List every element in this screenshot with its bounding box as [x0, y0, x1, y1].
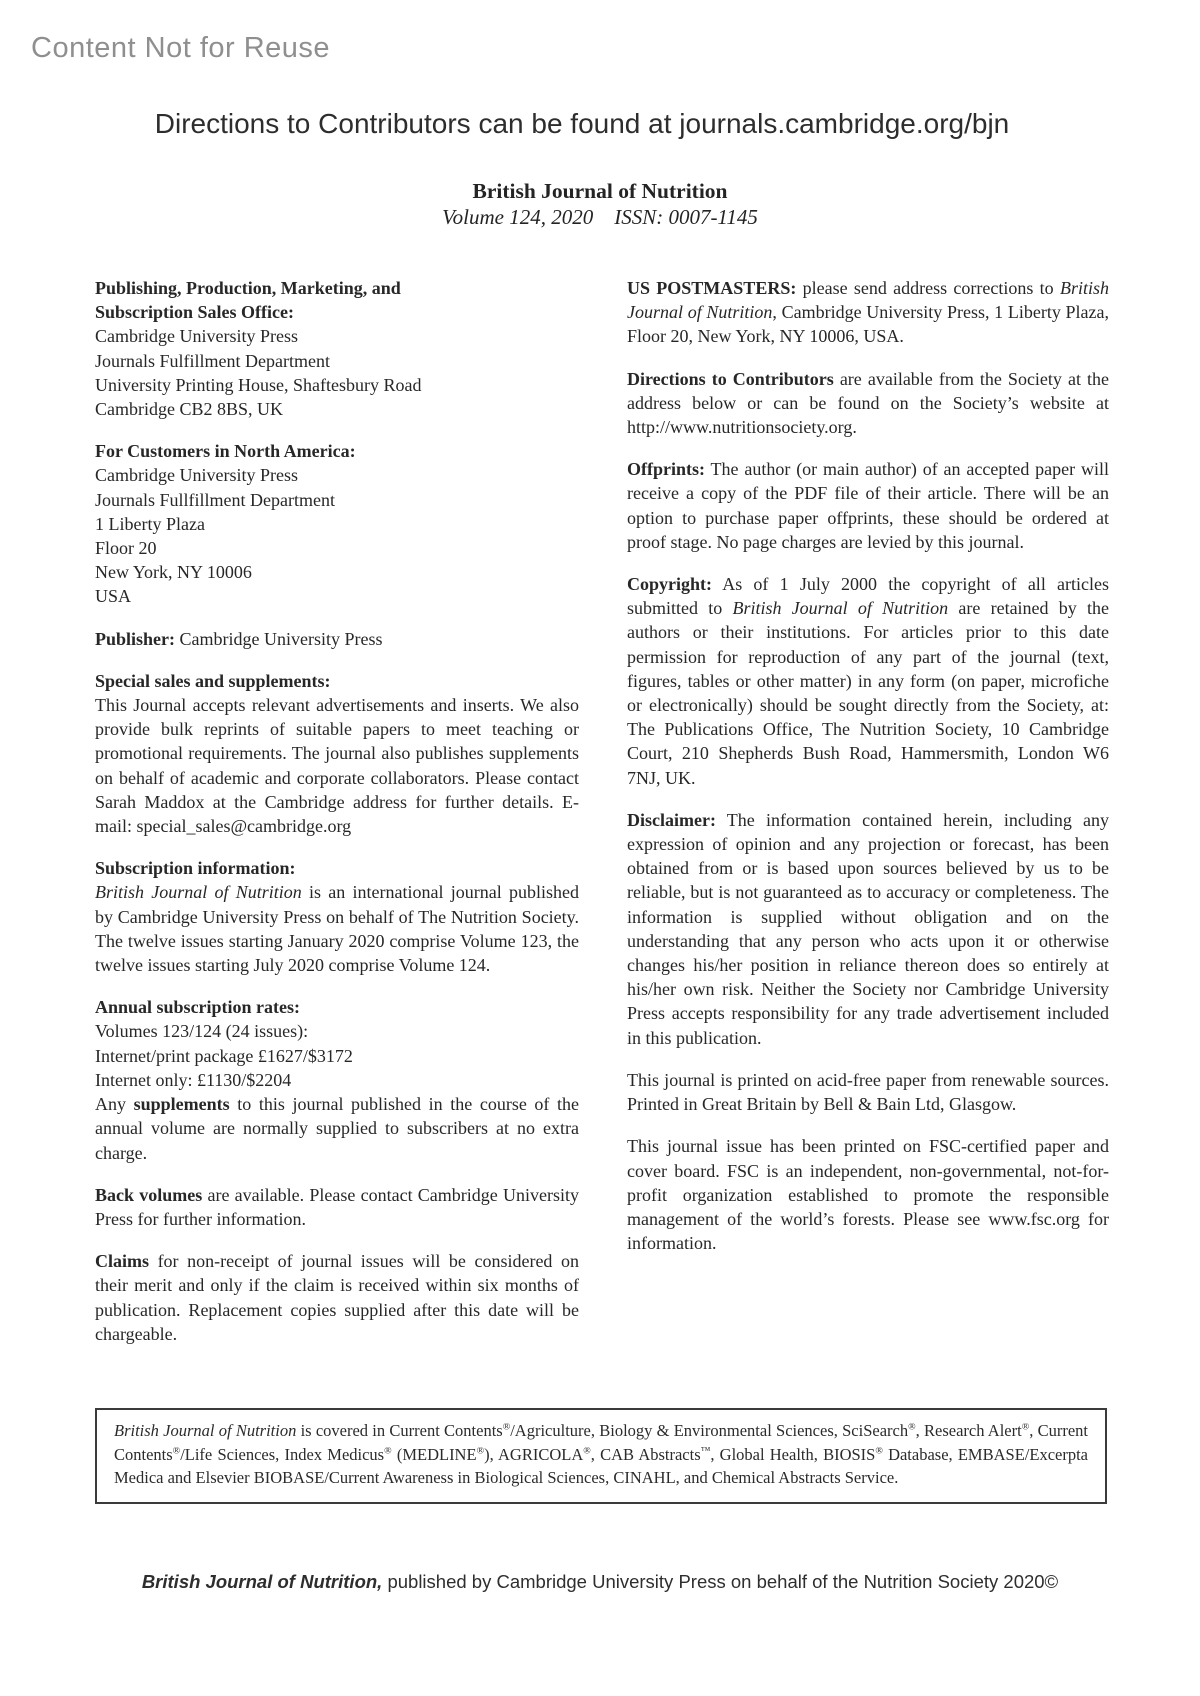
text-run: published by Cambridge University Press on behalf of the Nutrition Society 2020© — [382, 1571, 1059, 1592]
text-block — [627, 457, 1109, 554]
left-column — [95, 276, 579, 1346]
paragraph — [95, 880, 579, 977]
text-run: is covered in Current Contents — [296, 1421, 503, 1440]
text-run: Cambridge University Press — [175, 628, 383, 649]
paragraph — [627, 276, 1109, 349]
text-run: supplements — [133, 1094, 230, 1115]
text-run: are retained by the authors or their institutions. For articles prior to this date permission for reproduction of any part of the journal (text, figures, tables or other matter) in any form (on paper, microfiche or electronically) should be sought directly from the Society, at: The Publications Office, The Nutrition Society, 10 Cambridge Court, 210 Shepherds Bush Road, Hammersmith, London W6 7NJ, UK. — [627, 598, 1109, 788]
trademark-symbol: ® — [875, 1445, 883, 1457]
text-run: please send address corrections to — [796, 278, 1060, 298]
journal-title: British Journal of Nutrition — [472, 179, 728, 203]
trademark-symbol: ™ — [700, 1445, 711, 1457]
text-run: Offprints: — [627, 459, 705, 480]
address-line: USA — [95, 586, 132, 607]
trademark-symbol: ® — [502, 1421, 511, 1433]
text-block — [95, 1249, 579, 1346]
paragraph — [627, 457, 1109, 554]
trademark-symbol: ® — [1021, 1421, 1030, 1433]
text-run: British Journal of Nutrition — [114, 1421, 297, 1440]
text-run: , Cambridge University Press, 1 Liberty Plaza, Floor 20, New York, NY 10006, USA. — [627, 302, 1110, 347]
trademark-symbol: ® — [172, 1445, 181, 1457]
block-heading: Annual subscription rates: — [95, 997, 301, 1018]
text-run: are available. Please contact Cambridge University Press for further information. — [95, 1184, 580, 1229]
text-run: Copyright: — [627, 574, 712, 595]
text-block — [95, 627, 579, 651]
text-run: is an international journal published by Cambridge University Press on behalf of The Nutrition Society. The twelve issues starting January 2020 comprise Volume 123, the twelve issues starting July 2020 comprise Volume 124. — [95, 882, 579, 976]
text-run: This Journal accepts relevant advertisements and inserts. We also provide bulk reprints of suitable papers to meet teaching or promotional requirements. The journal also publishes supplements on behalf of academic and corporate collaborators. Please contact Sarah Maddox at the Cambridge address for further details. E-mail: special_sales@cambridge.org — [95, 695, 579, 837]
address-line: Volumes 123/124 (24 issues): — [95, 1021, 309, 1042]
indexing-coverage-box — [95, 1408, 1107, 1504]
text-run: Back volumes — [95, 1184, 203, 1205]
volume-issn-line: Volume 124, 2020 ISSN: 0007-1145 — [442, 205, 758, 229]
text-run: /Agriculture, Biology & Environmental Sciences, SciSearch — [510, 1421, 909, 1440]
text-run: British Journal of Nutrition — [627, 278, 1109, 323]
address-line: Cambridge University Press — [95, 465, 298, 486]
paragraph — [627, 808, 1109, 1050]
paragraph — [95, 1249, 579, 1346]
text-run: , CAB Abstracts — [590, 1444, 701, 1464]
text-block — [95, 1183, 579, 1231]
text-run: Disclaimer: — [627, 809, 716, 830]
address-line: New York, NY 10006 — [95, 562, 252, 583]
right-column — [627, 276, 1109, 1255]
text-run: As of 1 July 2000 the copyright of all articles submitted to — [627, 574, 1109, 619]
paragraph — [95, 1092, 579, 1165]
masthead — [0, 179, 1200, 230]
text-run: Directions to Contributors — [627, 368, 834, 389]
footer-imprint-line — [0, 1571, 1200, 1593]
address-line: Journals Fullfillment Department — [95, 489, 335, 510]
address-line: Cambridge CB2 8BS, UK — [95, 399, 284, 420]
address-line: Floor 20 — [95, 538, 157, 559]
address-line: Internet/print package £1627/$3172 — [95, 1045, 353, 1066]
watermark-text: Content Not for Reuse — [31, 32, 331, 64]
paragraph — [95, 693, 579, 838]
text-run: Publisher: — [95, 628, 176, 649]
text-block — [627, 572, 1109, 790]
text-run: Claims — [95, 1251, 149, 1272]
text-run: Database, EMBASE/Excerpta Medica and Elsevier BIOBASE/Current Awareness in Biological Sciences, CINAHL, and Chemical Abstracts Service. — [114, 1444, 1088, 1488]
block-heading: Subscription information: — [95, 858, 296, 879]
text-block — [627, 276, 1109, 349]
trademark-symbol: ® — [583, 1445, 591, 1457]
text-block — [627, 1134, 1109, 1255]
paragraph — [627, 1134, 1109, 1255]
trademark-symbol: ® — [384, 1445, 392, 1457]
text-run: This journal is printed on acid-free paper from renewable sources. Printed in Great Britain by Bell & Bain Ltd, Glasgow. — [627, 1069, 1109, 1115]
block-heading: Subscription Sales Office: — [95, 302, 295, 323]
text-block — [95, 995, 579, 1164]
text-run: /Life Sciences, Index Medicus — [180, 1444, 385, 1464]
text-run: British Journal of Nutrition, — [141, 1571, 383, 1592]
text-run: The information contained herein, including any expression of opinion and any projection or forecast, has been obtained from or is based upon sources believed by us to be reliable, but is not guaranteed as to accuracy or completeness. The information is supplied without obligation and on the understanding that any person who acts upon it or otherwise changes his/her position in reliance thereon does so entirely at his/her own risk. Neither the Society nor Cambridge University Press accepts responsibility for any trade advertisement included in this publication. — [627, 809, 1109, 1048]
address-line: University Printing House, Shaftesbury Road — [95, 374, 422, 395]
address-line: 1 Liberty Plaza — [95, 513, 205, 534]
text-run: British Journal of Nutrition — [95, 882, 302, 903]
trademark-symbol: ® — [476, 1445, 485, 1457]
text-run: for non-receipt of journal issues will be considered on their merit and only if the claim is received within six months of publication. Replacement copies supplied after this date will be chargeable. — [95, 1251, 579, 1344]
paragraph — [627, 367, 1109, 440]
paragraph — [95, 627, 579, 651]
text-block — [627, 1068, 1109, 1116]
paragraph — [627, 572, 1109, 790]
text-block — [95, 669, 579, 838]
address-line: Journals Fulfillment Department — [95, 350, 330, 371]
text-block — [95, 856, 579, 977]
block-heading: Publishing, Production, Marketing, and — [95, 278, 401, 298]
text-run: This journal issue has been printed on FSC-certified paper and cover board. FSC is an independent, non-governmental, not-for-profit organization established to promote the responsible management of the world’s forests. Please see www.fsc.org for information. — [627, 1136, 1109, 1254]
text-run: , Global Health, BIOSIS — [710, 1444, 876, 1464]
paragraph — [95, 1183, 579, 1231]
text-run: to this journal published in the course of the annual volume are normally supplied to subscribers at no extra charge. — [95, 1094, 579, 1163]
directions-heading: Directions to Contributors can be found at journals.cambridge.org/bjn — [154, 108, 1010, 139]
text-block — [95, 439, 579, 608]
address-line: Cambridge University Press — [95, 326, 298, 347]
text-run: US POSTMASTERS: — [627, 278, 797, 298]
text-run: The author (or main author) of an accepted paper will receive a copy of the PDF file of their article. There will be an option to purchase paper offprints, these should be ordered at proof stage. No page charges are levied by this journal. — [627, 459, 1109, 552]
text-run: , Current Contents — [114, 1421, 1088, 1464]
paragraph — [627, 1068, 1109, 1116]
text-block — [95, 276, 579, 421]
text-run: Any — [95, 1094, 134, 1115]
text-run: (MEDLINE — [391, 1444, 477, 1464]
block-heading: Special sales and supplements: — [95, 670, 331, 691]
text-block — [627, 367, 1109, 440]
text-block — [627, 808, 1109, 1050]
trademark-symbol: ® — [908, 1421, 916, 1433]
text-run: are available from the Society at the address below or can be found on the Society’s website at http://www.nutritionsociety.org. — [627, 368, 1110, 438]
block-heading: For Customers in North America: — [95, 441, 356, 462]
text-run: , Research Alert — [915, 1421, 1022, 1440]
text-run: ), AGRICOLA — [484, 1444, 584, 1464]
address-line: Internet only: £1130/$2204 — [95, 1069, 292, 1090]
text-run: British Journal of Nutrition — [732, 598, 949, 619]
